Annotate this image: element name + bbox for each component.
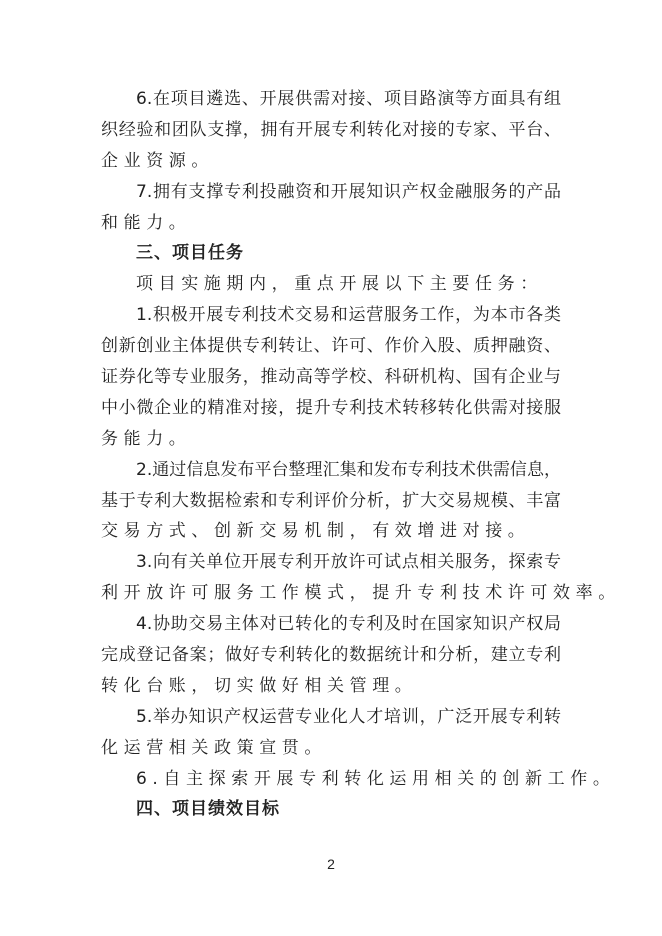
paragraph-item-6 [101, 84, 561, 177]
text-line: 中小微企业的精准对接，提升专利技术转移转化供需对接服 [101, 397, 561, 418]
text-line: 利开放许可服务工作模式，提升专利技术许可效率。 [101, 583, 621, 604]
text-line: 转化台账，切实做好相关管理。 [101, 675, 418, 696]
text-line: 交易方式、创新交易机制，有效增进对接。 [101, 521, 531, 542]
task-item-6: 6.自主探索开展专利转化运用相关的创新工作。 [136, 768, 616, 789]
task-item-3 [101, 547, 621, 609]
text-line: 化运营相关政策宣贯。 [101, 737, 327, 758]
text-line: 3.向有关单位开展专利开放许可试点相关服务，探索专 [136, 552, 561, 573]
task-item-2 [101, 455, 561, 548]
task-item-4 [101, 609, 561, 702]
text-line: 基于专利大数据检索和专利评价分析，扩大交易规模、丰富 [101, 490, 561, 511]
text-line: 企业资源。 [101, 150, 214, 171]
paragraph-item-7 [101, 177, 561, 239]
text-line: 织经验和团队支撑，拥有开展专利转化对接的专家、平台、 [101, 119, 561, 140]
text-line: 创新创业主体提供专利转让、许可、作价入股、质押融资、 [101, 336, 561, 357]
section-heading-4: 四、项目绩效目标 [136, 799, 280, 820]
page-number: 2 [327, 856, 335, 872]
task-item-1 [101, 300, 561, 454]
text-line: 和能力。 [101, 212, 192, 233]
text-line: 证券化等专业服务，推动高等学校、科研机构、国有企业与 [101, 367, 561, 388]
text-line: 完成登记备案；做好专利转化的数据统计和分析，建立专利 [101, 645, 561, 666]
text-line: 2.通过信息发布平台整理汇集和发布专利技术供需信息， [136, 459, 561, 480]
document-body [101, 84, 621, 825]
text-line: 5.举办知识产权运营专业化人才培训，广泛开展专利转 [136, 706, 561, 727]
task-item-5 [101, 702, 561, 764]
text-line: 6.在项目遴选、开展供需对接、项目路演等方面具有组 [136, 89, 561, 109]
text-line: 7.拥有支撑专利投融资和开展知识产权金融服务的产品 [136, 181, 561, 202]
text-line: 1.积极开展专利技术交易和运营服务工作，为本市各类 [136, 305, 561, 326]
section-heading-3: 三、项目任务 [136, 243, 244, 264]
text-line: 务能力。 [101, 428, 192, 449]
intro-paragraph: 项目实施期内，重点开展以下主要任务： [136, 274, 543, 295]
text-line: 4.协助交易主体对已转化的专利及时在国家知识产权局 [136, 614, 561, 635]
